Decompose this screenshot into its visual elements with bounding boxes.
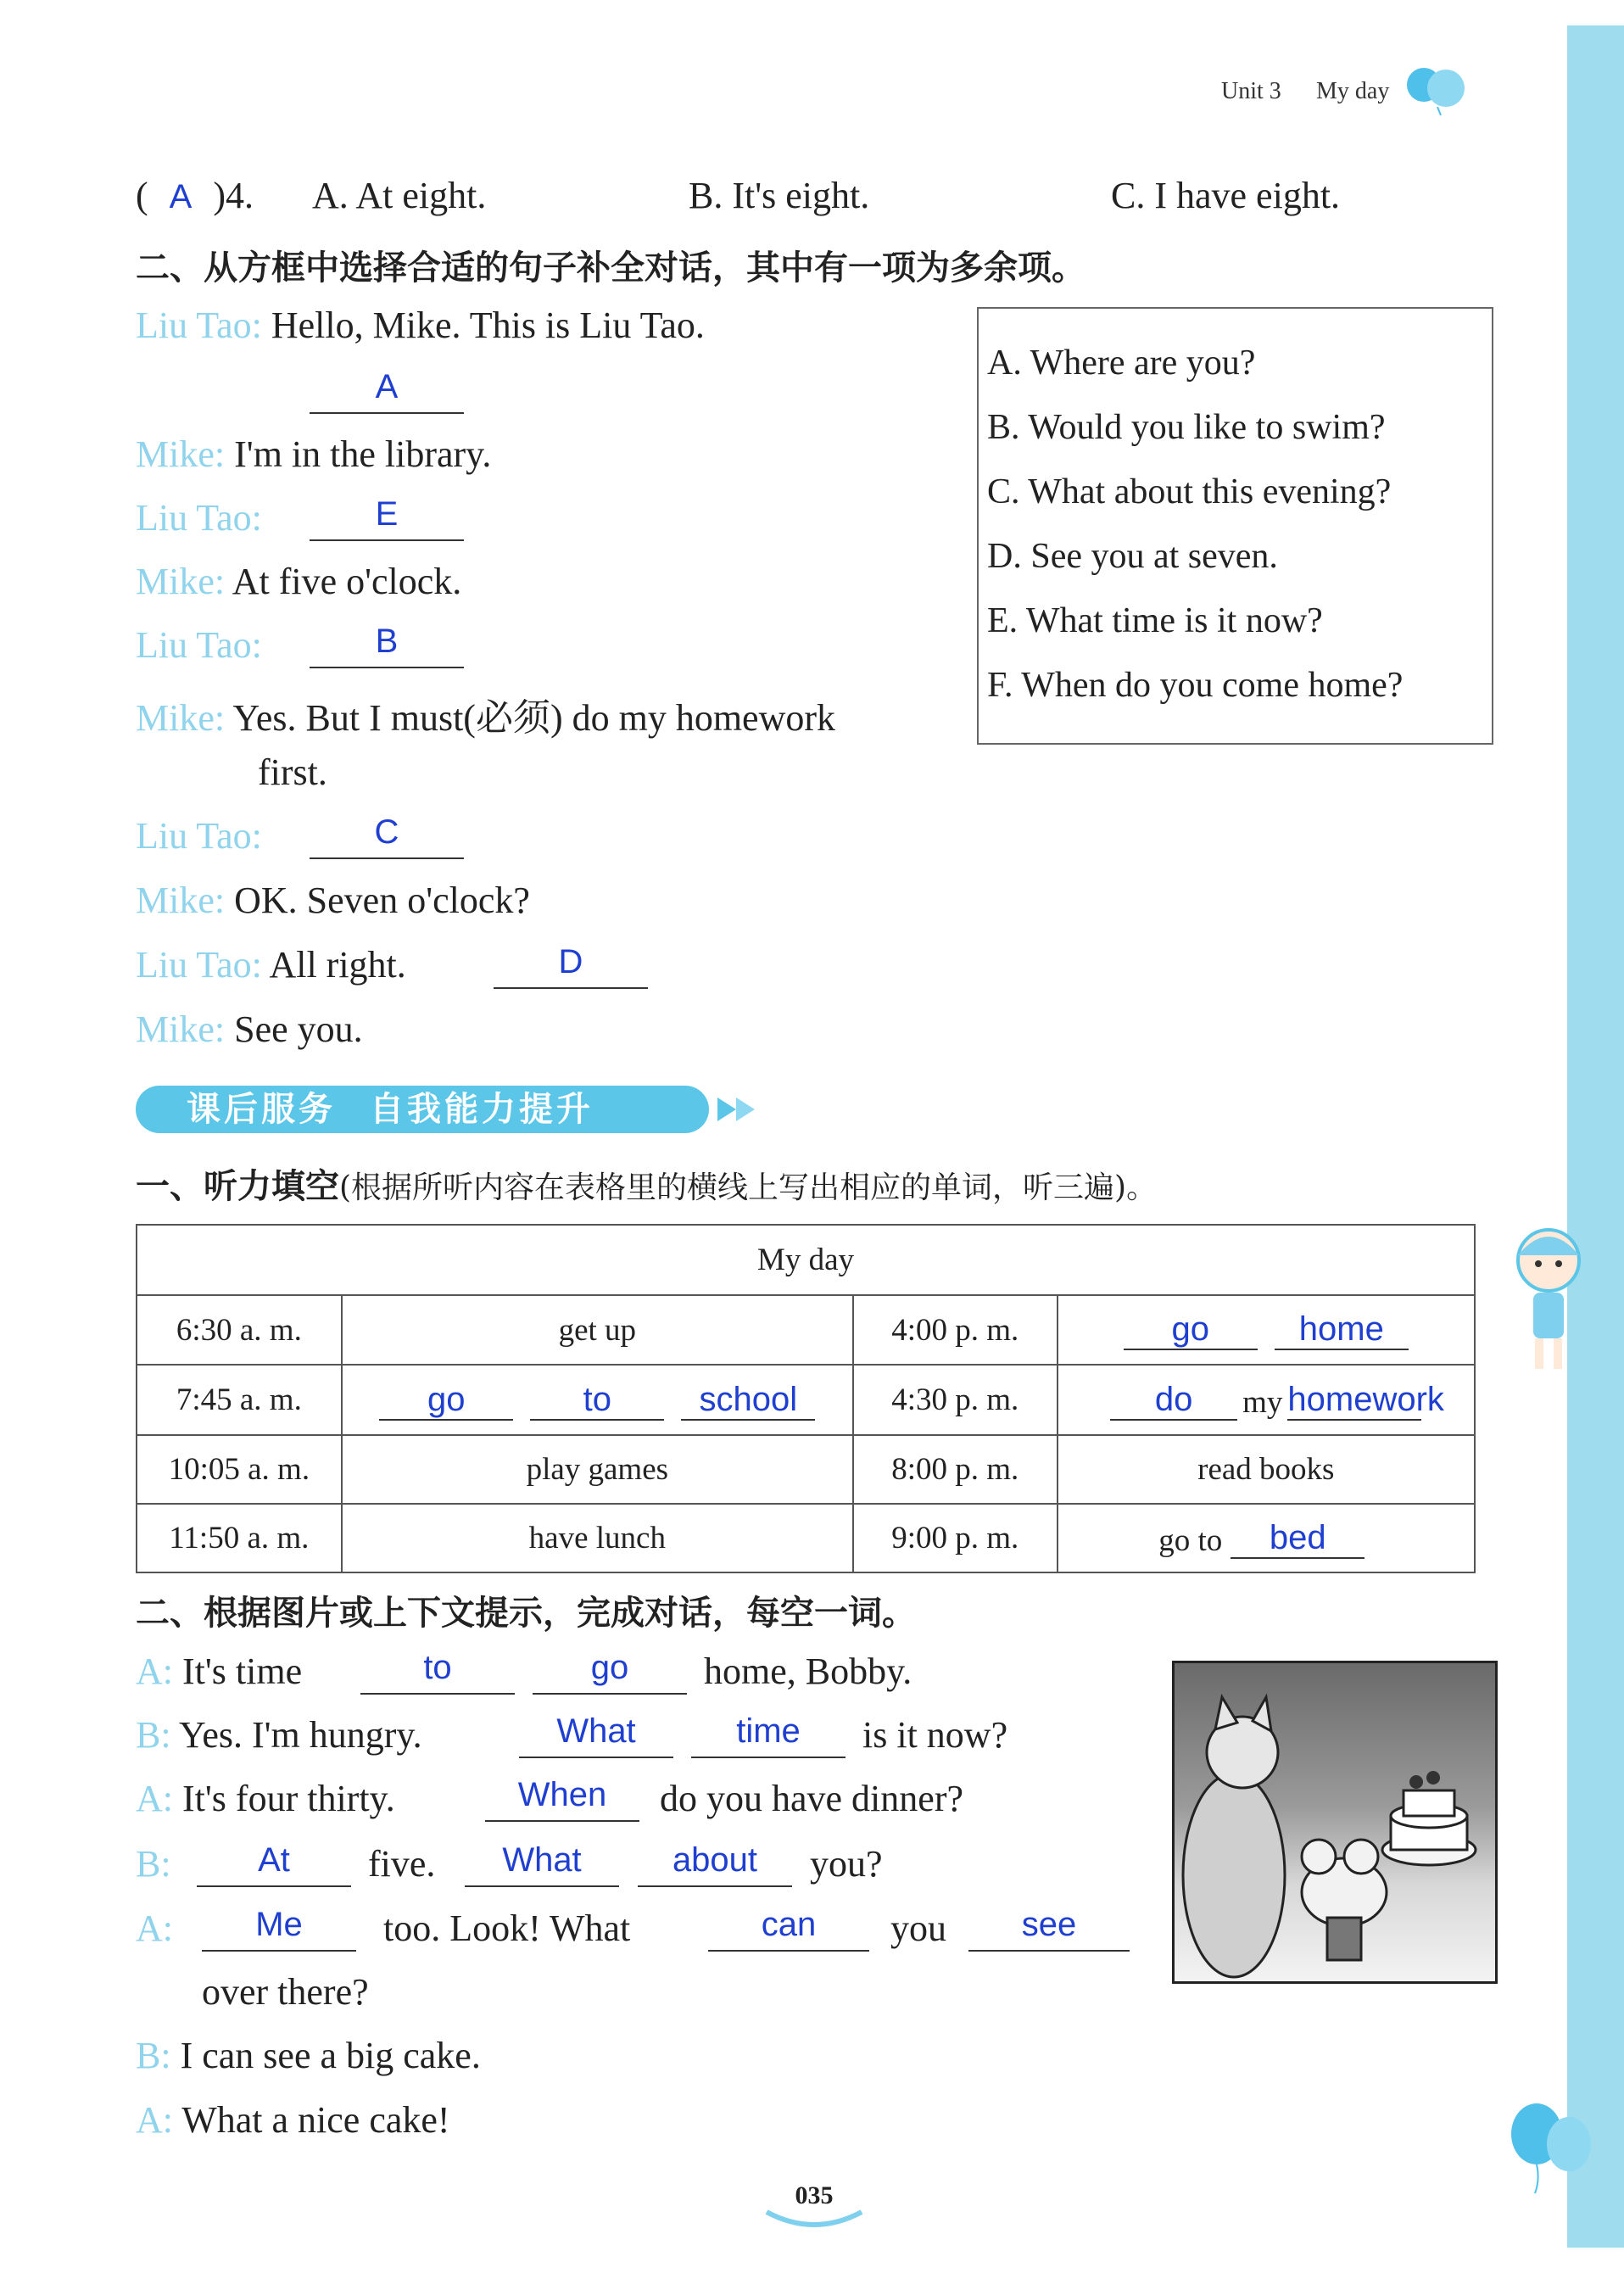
speaker-label: Liu Tao:: [136, 497, 262, 539]
banner-left: 课后服务: [187, 1090, 336, 1129]
activity-cell: [1058, 1295, 1475, 1365]
speaker-label: Mike:: [136, 697, 226, 739]
dialogue-text: See you.: [234, 1008, 363, 1050]
balloon-icon-bottom: [1503, 2095, 1596, 2197]
q4-paren-open: (: [136, 175, 148, 216]
time-cell: 10:05 a. m.: [137, 1435, 342, 1504]
answer-blank-4[interactable]: C: [310, 808, 464, 859]
table-row: [137, 1504, 1475, 1572]
header-unit: Unit 3: [1221, 78, 1281, 104]
dialogue-line-1: [136, 304, 705, 347]
dialogue-text: Yes. But I must(必须) do my homework: [232, 697, 836, 739]
my-day-table: [136, 1224, 1476, 1573]
time-cell: 8:00 p. m.: [853, 1435, 1058, 1504]
dialogue-line-4: [136, 560, 461, 603]
dialogue-text: All right.: [269, 944, 406, 986]
dialogue-text: OK. Seven o'clock?: [234, 880, 530, 921]
activity-cell: [342, 1365, 853, 1435]
dialogue-text: I'm in the library.: [234, 433, 492, 475]
pic-line-5: [136, 1907, 173, 1950]
pic-line-6: [136, 2034, 481, 2077]
speaker-label: Mike:: [136, 561, 226, 602]
answer-blank[interactable]: school: [681, 1380, 815, 1421]
answer-blank[interactable]: When: [485, 1771, 639, 1822]
pic-text: It's time: [182, 1650, 303, 1692]
pic-line-4: [136, 1842, 171, 1885]
answer-blank[interactable]: to: [530, 1380, 664, 1421]
activity-cell: get up: [342, 1295, 853, 1365]
listening-title: 一、听力填空: [136, 1167, 339, 1206]
speaker-label: B:: [136, 2035, 171, 2076]
answer-blank[interactable]: What: [519, 1707, 673, 1758]
answer-blank[interactable]: go: [1124, 1310, 1258, 1350]
speaker-label: B:: [136, 1714, 171, 1756]
time-cell: 4:30 p. m.: [853, 1365, 1058, 1435]
section-dialogue-title: 二、从方框中选择合适的句子补全对话，其中有一项为多余项。: [136, 249, 1085, 288]
pic-text: over there?: [202, 1971, 369, 2013]
activity-cell: play games: [342, 1435, 853, 1504]
dialogue-line-2: [136, 433, 491, 476]
dialogue-text-cont: first.: [258, 751, 327, 793]
static-word: my: [1242, 1384, 1283, 1420]
answer-blank[interactable]: to: [360, 1644, 515, 1695]
options-box: [977, 307, 1493, 745]
cat-mouse-cake-illustration: [1172, 1661, 1498, 1984]
box-option-c: C. What about this evening?: [987, 472, 1392, 511]
pic-line-1: [136, 1650, 302, 1693]
speaker-label: Mike:: [136, 1008, 226, 1050]
answer-blank[interactable]: go: [379, 1380, 513, 1421]
listening-instruction: (根据所听内容在表格里的横线上写出相应的单词，听三遍)。: [339, 1170, 1158, 1205]
answer-blank[interactable]: about: [638, 1836, 792, 1887]
q4-option-b: B. It's eight.: [689, 175, 870, 216]
answer-blank[interactable]: time: [691, 1707, 845, 1758]
speaker-label: A:: [136, 2099, 173, 2141]
q4-answer: A: [169, 178, 193, 215]
page-number: 035: [795, 2181, 834, 2209]
box-option-a: A. Where are you?: [987, 344, 1256, 383]
section-picture-title: 二、根据图片或上下文提示，完成对话，每空一词。: [136, 1594, 916, 1633]
box-option-b: B. Would you like to swim?: [987, 408, 1386, 447]
activity-cell: [1058, 1365, 1475, 1435]
speaker-label: A:: [136, 1778, 173, 1819]
time-cell: 11:50 a. m.: [137, 1504, 342, 1572]
box-option-f: F. When do you come home?: [987, 666, 1404, 705]
banner-right: 自我能力提升: [370, 1090, 594, 1129]
dialogue-line-3: [136, 496, 262, 539]
dialogue-line-10: [136, 1008, 363, 1051]
activity-cell: have lunch: [342, 1504, 853, 1572]
time-cell: 4:00 p. m.: [853, 1295, 1058, 1365]
table-row: [137, 1295, 1475, 1365]
dialogue-line-7: [136, 814, 262, 857]
speaker-label: Mike:: [136, 433, 226, 475]
answer-blank[interactable]: home: [1275, 1310, 1409, 1350]
speaker-label: A:: [136, 1650, 173, 1692]
answer-blank[interactable]: Me: [202, 1901, 356, 1952]
pic-text: five.: [368, 1843, 436, 1885]
right-decor-strip: [1567, 25, 1624, 2248]
answer-blank[interactable]: see: [968, 1901, 1130, 1952]
table-title: My day: [137, 1225, 1475, 1295]
pic-text: is it now?: [862, 1714, 1008, 1756]
answer-blank[interactable]: go: [533, 1644, 687, 1695]
answer-blank[interactable]: homework: [1287, 1380, 1421, 1421]
speaker-label: Liu Tao:: [136, 304, 262, 346]
speaker-label: Liu Tao:: [136, 624, 262, 666]
answer-blank-2[interactable]: E: [310, 490, 464, 541]
pic-text: What a nice cake!: [181, 2099, 450, 2141]
answer-blank-1[interactable]: A: [310, 363, 464, 414]
speaker-label: Liu Tao:: [136, 944, 262, 986]
dialogue-line-8: [136, 879, 530, 922]
pic-text: you?: [810, 1843, 883, 1885]
illustration-drawing: [1175, 1663, 1495, 1981]
dialogue-line-6: [136, 687, 835, 741]
dialogue-text: At five o'clock.: [232, 561, 462, 602]
q4-line: [136, 174, 254, 217]
pic-text: too. Look! What: [383, 1907, 631, 1949]
dialogue-line-9: [136, 943, 406, 986]
dialogue-line-5: [136, 623, 262, 667]
pic-line-2: [136, 1713, 422, 1757]
speaker-label: Liu Tao:: [136, 815, 262, 857]
pic-text: do you have dinner?: [660, 1778, 963, 1819]
header-title: My day: [1316, 78, 1390, 104]
pic-text: I can see a big cake.: [180, 2035, 481, 2076]
speaker-label: B:: [136, 1843, 171, 1885]
listening-heading: [136, 1159, 1157, 1208]
box-option-d: D. See you at seven.: [987, 537, 1278, 576]
table-row: [137, 1365, 1475, 1435]
speaker-label: A:: [136, 1907, 173, 1949]
section-banner: [136, 1086, 709, 1133]
answer-blank[interactable]: can: [708, 1901, 869, 1952]
q4-option-a: A. At eight.: [312, 175, 487, 216]
pic-text: you: [890, 1907, 946, 1949]
girl-icon: [1508, 1221, 1589, 1382]
activity-cell: [1058, 1504, 1475, 1572]
balloon-icon: [1404, 59, 1471, 119]
time-cell: 7:45 a. m.: [137, 1365, 342, 1435]
answer-blank[interactable]: At: [197, 1836, 351, 1887]
answer-blank[interactable]: bed: [1231, 1518, 1364, 1559]
answer-blank-5[interactable]: D: [494, 938, 648, 989]
table-row: [137, 1435, 1475, 1504]
pic-text: home, Bobby.: [704, 1650, 912, 1692]
page-number-swoosh: [763, 2209, 865, 2231]
answer-blank[interactable]: do: [1110, 1380, 1237, 1421]
pic-line-3: [136, 1777, 395, 1820]
static-word: go to: [1158, 1522, 1223, 1558]
q4-number: )4.: [213, 175, 254, 216]
activity-cell: read books: [1058, 1435, 1475, 1504]
time-cell: 9:00 p. m.: [853, 1504, 1058, 1572]
speaker-label: Mike:: [136, 880, 226, 921]
box-option-e: E. What time is it now?: [987, 601, 1323, 640]
q4-option-c: C. I have eight.: [1111, 175, 1341, 216]
play-arrows-icon: [717, 1094, 765, 1125]
pic-line-7: [136, 2098, 450, 2142]
pic-text: It's four thirty.: [182, 1778, 395, 1819]
answer-blank[interactable]: What: [465, 1836, 619, 1887]
answer-blank-3[interactable]: B: [310, 617, 464, 668]
pic-text: Yes. I'm hungry.: [178, 1714, 422, 1756]
dialogue-text: Hello, Mike. This is Liu Tao.: [271, 304, 705, 346]
time-cell: 6:30 a. m.: [137, 1295, 342, 1365]
